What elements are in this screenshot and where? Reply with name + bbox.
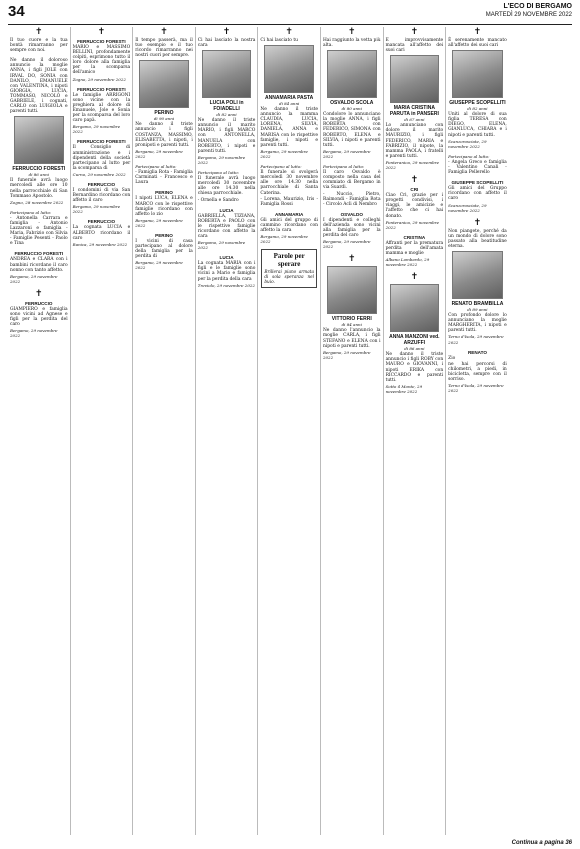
obituary-notice bbox=[386, 175, 444, 230]
obituary-notice bbox=[198, 170, 256, 203]
column bbox=[384, 27, 447, 835]
deceased-name: MARIA CRISTINA PARUTA in PANSERI bbox=[389, 105, 439, 118]
masthead-title: L'ECO DI BERGAMO bbox=[503, 3, 572, 10]
portrait-photo bbox=[390, 55, 440, 103]
notice-text: GIAMPIERO e famiglia sono vicini ad Agnese e figli per la perdita del caro bbox=[10, 306, 68, 328]
age-label: di 90 anni bbox=[153, 116, 175, 122]
portrait-photo bbox=[452, 50, 503, 98]
age-label: di 82 anni bbox=[467, 106, 488, 112]
cross-icon: ✝ bbox=[222, 27, 231, 37]
obituary-notice bbox=[73, 27, 131, 82]
obituary-notice bbox=[198, 27, 256, 165]
notice-text: Ne danno il triste annuncio il marito MARIO, i figli MARCO con ANTONELLA, MANUELA con ROBERTO, i nipoti e parenti tutti. bbox=[197, 118, 256, 154]
notice-text: Uniti al dolore di sua figlia TERESA con DIEGO, ELENA, GIANLUCA, CHIARA e i nipoti e parenti tutti. bbox=[448, 112, 507, 138]
place-date: Bergamo, 29 novembre 2022 bbox=[10, 328, 58, 339]
obituary-notice bbox=[386, 272, 444, 394]
column bbox=[446, 27, 509, 835]
obituary-notice bbox=[448, 350, 507, 394]
notice-text: Il caro Osvaldo è composto nella casa del commiato di Bergamo in via Suardi. bbox=[322, 170, 381, 191]
notice-text: Ne danno il triste annuncio i figli ROBY con MAURO e GIOVANNI, i nipoti ERIKA con RICCARDO e parenti tutti. bbox=[385, 352, 444, 383]
place-date: Curno, 29 novembre 2022 bbox=[72, 171, 126, 177]
participants-label: Partecipano al lutto: bbox=[10, 209, 52, 215]
portrait-photo bbox=[202, 50, 252, 98]
deceased-name: FERRUCCIO bbox=[87, 219, 116, 225]
age-label: di 67 anni bbox=[404, 117, 425, 123]
cross-icon: ✝ bbox=[97, 27, 106, 37]
column bbox=[8, 27, 71, 835]
notice-text: Ci hai lasciato la nostra cara bbox=[197, 38, 256, 49]
place-date: Bergamo, 29 novembre 2022 bbox=[322, 349, 371, 360]
deceased-name: FERRUCCIO bbox=[25, 300, 53, 306]
notice-text: Lo annunciano con dolore il marito MAURIZIO, i figli FEDERICO, MARIA e FABRIZIO, il nipote, la mamma PAOLA, i fratelli e parenti tutti. bbox=[385, 123, 444, 159]
deceased-name: FERRUCCIO FORESTI bbox=[77, 139, 126, 145]
obituary-notice bbox=[386, 235, 444, 267]
deceased-name: RENATO BRAMBILLA bbox=[451, 301, 504, 308]
deceased-name: GIUSEPPE SCOPELLITI bbox=[449, 100, 506, 107]
obituary-notice bbox=[10, 58, 68, 205]
notice-text: - Nuccio, Pietro, Raimondi - Famiglia Rota - Circolo Acli di Nembro bbox=[322, 191, 381, 207]
place-date: Terno d'Isola, 29 novembre 2022 bbox=[448, 334, 504, 345]
place-date: Sotto il Monte, 29 novembre 2022 bbox=[385, 383, 423, 394]
obituary-notice bbox=[448, 27, 507, 149]
obituary-notice bbox=[135, 190, 193, 228]
deceased-name: PERINO bbox=[154, 110, 174, 117]
notice-text: Il tempo passerà, ma il tuo esempio e il tuo ricordo rimarranno nei nostri cuori per sempre. bbox=[135, 38, 193, 59]
notice-text: Il funerale avrà luogo mercoledì alle ore 10 nella parrocchiale di San Tommaso Apostolo. bbox=[10, 178, 68, 199]
cross-icon: ✝ bbox=[473, 217, 482, 228]
participants-label: Partecipano al lutto: bbox=[197, 170, 240, 176]
obituary-notice bbox=[448, 180, 507, 212]
age-label: di 82 anni bbox=[216, 112, 237, 118]
portrait-photo bbox=[390, 284, 440, 332]
place-date: Bergamo, 29 novembre 2022 bbox=[260, 234, 308, 245]
place-date: Ponteranica, 29 novembre 2022 bbox=[385, 159, 439, 171]
notice-text: La cognata LUCIA e ALBERTO ricordano il caro bbox=[72, 225, 131, 241]
place-date: Zogno, 29 novembre 2022 bbox=[72, 76, 126, 82]
notice-text: - Ornella e Sandro bbox=[197, 197, 239, 203]
obituary-notice bbox=[448, 218, 507, 345]
cross-icon: ✝ bbox=[160, 27, 168, 37]
obituary-notice bbox=[10, 251, 68, 283]
place-date: Ponteranica, 29 novembre 2022 bbox=[385, 219, 439, 230]
notice-text: Ne danno il triste annuncio la mamma CLAUDIA, LUCIA, LORENA, SILVIA, DANIELA, ANNA e MARISA con le rispettive famiglie, i nipoti e parenti tutti. bbox=[260, 107, 318, 148]
place-date: Bergamo, 29 novembre 2022 bbox=[322, 148, 371, 159]
obituary-notice bbox=[73, 87, 131, 135]
age-label: di 89 anni bbox=[467, 307, 488, 313]
obituary-notice bbox=[323, 27, 381, 159]
place-date: Bergamo, 29 novembre 2022 bbox=[135, 260, 183, 271]
portrait-photo bbox=[327, 50, 377, 98]
obituary-notice bbox=[10, 27, 68, 53]
deceased-name: FERRUCCIO FORESTI bbox=[77, 39, 126, 44]
place-date: Bergamo, 29 novembre 2022 bbox=[72, 204, 121, 215]
obituary-notice bbox=[73, 219, 131, 246]
notice-text: I condomini di via San Bernardino ricordano con affetto il caro bbox=[72, 187, 131, 204]
obituary-notice bbox=[260, 27, 318, 159]
quote-title: Parole per sperare bbox=[273, 252, 305, 269]
place-date: Ranica, 29 novembre 2022 bbox=[72, 241, 128, 247]
deceased-name: OSVALDO bbox=[340, 211, 363, 217]
notice-text: Ne danno il doloroso annuncio la moglie ANNA, i figli JOLE con IRVAL DO, SONIA con DANILO, EMANUELE con VALENTINA, i nipoti GIORGIA, LUCIA, TOMMASO, NICOLÒ e GABRIELE, i cognati, CARLO con LUIGIOLA e parenti tutti. bbox=[10, 58, 68, 115]
obituary-notice bbox=[135, 164, 193, 185]
place-date: Zogno, 28 novembre 2022 bbox=[10, 199, 64, 205]
notice-text: Affranti per la prematura perdita dell'amata mamma e moglie bbox=[385, 240, 444, 256]
notice-text: Gli amici del Gruppo ricordano con affetto il caro bbox=[448, 186, 507, 202]
column bbox=[321, 27, 384, 835]
notice-text: La cognata MARIA con i figli e le famiglie sono vicini a Mario e famiglia per la perdita della cara bbox=[197, 261, 256, 282]
obituary-notice bbox=[448, 154, 507, 175]
deceased-name: RENATO bbox=[467, 349, 487, 355]
notice-text: Zio bbox=[448, 355, 456, 361]
obituary-notice bbox=[198, 255, 256, 287]
cross-icon: ✝ bbox=[410, 272, 419, 283]
deceased-name: PERINO bbox=[155, 190, 173, 196]
notice-text: - Famiglia Rota - Famiglia Carminati - Francesco e Laura bbox=[135, 170, 193, 186]
place-date: Bergamo, 29 novembre 2022 bbox=[260, 148, 308, 159]
deceased-name: PERINO bbox=[155, 232, 173, 238]
notice-text: Il Consiglio di amministrazione e i dipendenti della società partecipano al lutto per la scomparsa di bbox=[72, 145, 131, 171]
age-label: di 86 anni bbox=[28, 172, 49, 178]
notice-text: ANDREA e CLARA con i bambini ricordano il caro nonno con tanto affetto. bbox=[10, 257, 68, 273]
notice-text: - Angela Greco e famiglia - Valentino Canali - Famiglia Pellerello bbox=[448, 159, 507, 176]
portrait-photo bbox=[139, 60, 189, 108]
place-date: Bergamo, 29 novembre 2022 bbox=[197, 240, 246, 251]
column bbox=[133, 27, 196, 835]
deceased-name: LUCIA bbox=[219, 255, 234, 261]
notice-text: - Antonella Carrara e famiglia - Antonio Lazzaroni e famiglia - Maria, Fabrizio con Silvia - Famiglie Pesenti - Paolo e Tina bbox=[10, 215, 68, 247]
notice-text: Non piangete, perché da un mondo di dolore sono passato alla beatitudine eterna. bbox=[448, 228, 507, 249]
column bbox=[196, 27, 259, 835]
participants-label: Partecipano al lutto: bbox=[260, 164, 302, 170]
notice-text: I vicini di casa partecipano al dolore della famiglia per la perdita di bbox=[135, 238, 193, 260]
notice-text: Ci hai lasciato tu bbox=[260, 38, 298, 43]
notice-text: Il tuo cuore e la tua bontà rimarranno per sempre con noi. bbox=[10, 38, 68, 54]
obituary-notice bbox=[386, 27, 444, 170]
notice-text: Il funerale avrà luogo mercoledì 30 novembre alle ore 14.30 nella chiesa parrocchiale. bbox=[197, 176, 256, 197]
notice-text: Le famiglie ARRIGONI sono vicine con la preghiera al dolore di Emanuele, Jole e Sonia per la scomparsa del loro caro papà. bbox=[72, 92, 131, 124]
notice-text: Con profondo dolore lo annunciano la moglie MARGHERITA, i nipoti e parenti tutti. bbox=[448, 313, 507, 334]
cross-icon: ✝ bbox=[285, 27, 293, 37]
deceased-name: LUCIA POLI in FOIADELLI bbox=[209, 100, 244, 113]
notice-text: I dipendenti e colleghi dell'azienda sono vicini alla famiglia per la perdita del caro bbox=[322, 217, 381, 239]
obituary-notice bbox=[323, 164, 381, 207]
age-label: di 84 anni bbox=[279, 101, 300, 107]
notice-text: Ne danno l'annuncio la moglie CARLA, i figli STEFANO e ELENA con i nipoti e parenti tutti. bbox=[322, 328, 381, 349]
masthead-date: MARTEDÌ 29 NOVEMBRE 2022 bbox=[485, 12, 572, 18]
place-date: Bergamo, 29 novembre 2022 bbox=[135, 148, 183, 159]
notice-text: Il funerale si svolgerà mercoledì 30 novembre alle ore 14.30 nella parrocchiale di Santa Caterina. bbox=[260, 170, 318, 196]
obituary-notice bbox=[260, 164, 318, 207]
obituary-columns bbox=[8, 27, 572, 835]
cross-icon: ✝ bbox=[410, 175, 419, 186]
portrait-photo bbox=[14, 116, 64, 164]
deceased-name: FERRUCCIO FORESTI bbox=[14, 251, 64, 257]
deceased-name: OSVALDO SCOLA bbox=[330, 100, 374, 107]
quote-box bbox=[261, 249, 317, 288]
deceased-name: ANNA MANZONI ved. ARZUFFI bbox=[389, 334, 440, 347]
place-date: Bergamo, 29 novembre 2022 bbox=[135, 217, 183, 228]
participants-label: Partecipano al lutto: bbox=[448, 153, 490, 159]
place-date: Terno d'Isola, 29 novembre 2022 bbox=[448, 383, 504, 394]
place-date: Bergamo, 29 novembre 2022 bbox=[322, 239, 371, 250]
obituary-notice bbox=[10, 210, 68, 247]
cross-icon: ✝ bbox=[347, 27, 356, 37]
obituary-notice bbox=[135, 27, 193, 159]
notice-text: Hai raggiunto la vetta più alta. bbox=[322, 38, 381, 49]
notice-text: - Lorena, Maurizio, Iris - Famiglia Rossi bbox=[260, 196, 318, 207]
portrait-photo bbox=[452, 251, 503, 299]
cross-icon: ✝ bbox=[347, 254, 356, 265]
age-label: di 84 anni bbox=[341, 322, 362, 328]
notice-text: E improvvisamente mancata all'affetto dei suoi cari bbox=[385, 38, 444, 54]
place-date: Scanzorosciate, 29 novembre 2022 bbox=[448, 202, 487, 213]
obituary-notice bbox=[73, 182, 131, 214]
notice-text: Gli amici del gruppo di cammino ricordano con affetto la cara bbox=[260, 217, 318, 233]
cross-icon: ✝ bbox=[35, 288, 43, 299]
obituary-notice bbox=[73, 139, 131, 177]
deceased-name: ANNAMARIA bbox=[275, 211, 304, 217]
notice-text: I nipoti LUCA, ELENA e MARCO con le rispettive famiglie ricordano con affetto lo zio bbox=[135, 196, 193, 217]
place-date: Scanzorosciate, 29 novembre 2022 bbox=[448, 138, 487, 149]
deceased-name: CRI bbox=[410, 187, 419, 193]
masthead bbox=[486, 3, 572, 19]
cross-icon: ✝ bbox=[35, 27, 43, 37]
deceased-name: FERRUCCIO bbox=[87, 181, 116, 187]
portrait-photo bbox=[264, 45, 314, 93]
page-number: 34 bbox=[8, 3, 25, 20]
obituary-notice bbox=[198, 208, 256, 251]
age-label: di 80 anni bbox=[341, 106, 362, 112]
place-date: Bergamo, 29 novembre 2022 bbox=[72, 124, 121, 135]
obituary-notice bbox=[135, 233, 193, 271]
deceased-name: GIUSEPPE SCOPELLITI bbox=[451, 180, 504, 186]
continue-label: Continua a pagina 36 bbox=[511, 840, 572, 846]
notice-text: MARIO e MASSIMO BELLINI, profondamente colpiti, esprimono tutto il loro dolore alla famiglia per la scomparsa dell'amico bbox=[72, 45, 131, 76]
deceased-name: LUCIA bbox=[219, 207, 234, 213]
cross-icon: ✝ bbox=[473, 27, 482, 37]
deceased-name: CRISTINA bbox=[403, 234, 426, 240]
obituary-notice bbox=[260, 249, 318, 288]
notice-text: È serenamente mancato all'affetto dei suoi cari bbox=[448, 38, 507, 49]
place-date: Bergamo, 29 novembre 2022 bbox=[10, 273, 58, 284]
place-date: Treviolo, 29 novembre 2022 bbox=[197, 282, 255, 288]
column bbox=[71, 27, 134, 835]
column bbox=[258, 27, 321, 835]
deceased-name: FERRUCCIO FORESTI bbox=[77, 86, 126, 92]
obituary-notice bbox=[260, 212, 318, 244]
participants-label: Partecipano al lutto: bbox=[322, 164, 365, 170]
notice-text: Ciao Cri, grazie per i progetti condivisi, i viaggi, le amicizie e l'affetto che ci hai donato. bbox=[385, 193, 444, 219]
deceased-name: FERRUCCIO FORESTI bbox=[12, 166, 66, 173]
obituary-notice bbox=[323, 212, 381, 250]
place-date: Albano Lombardo, 29 novembre 2022 bbox=[385, 257, 430, 268]
place-date: Bergamo, 29 novembre 2022 bbox=[197, 154, 246, 165]
notice-text: ne hai percorsi di chilometri, a piedi, in bicicletta, sempre con il sorriso. bbox=[448, 361, 507, 382]
quote-text: Brillerai piano armata di sola speranza nel buio. bbox=[264, 269, 314, 285]
portrait-photo bbox=[327, 266, 377, 314]
age-label: di 86 anni bbox=[404, 346, 425, 352]
participants-label: Partecipano al lutto: bbox=[135, 164, 177, 170]
notice-text: Ne danno il triste annuncio i figli COSTANZA, MASSIMO, ELISABETTA, i nipoti, i pronipoti e parenti tutti. bbox=[135, 122, 193, 148]
notice-text: Condolore lo annunciano la moglie ANNA, i figli ROBERTA con FEDERICO, SIMONA con ROBERTO, ELENA e SILVIA, i nipoti e parenti tutti. bbox=[322, 112, 381, 148]
obituary-notice bbox=[10, 289, 68, 339]
deceased-name: ANNAMARIA PASTA bbox=[265, 95, 314, 102]
deceased-name: VITTORIO FERRI bbox=[331, 316, 372, 323]
cross-icon: ✝ bbox=[410, 27, 419, 37]
obituary-notice bbox=[323, 254, 381, 360]
page-header bbox=[8, 2, 572, 25]
notice-text: GABRIELLA, TIZIANA, ROBERTA e PAOLO con le rispettive famiglie ricordano con affetto la cara bbox=[197, 213, 256, 239]
